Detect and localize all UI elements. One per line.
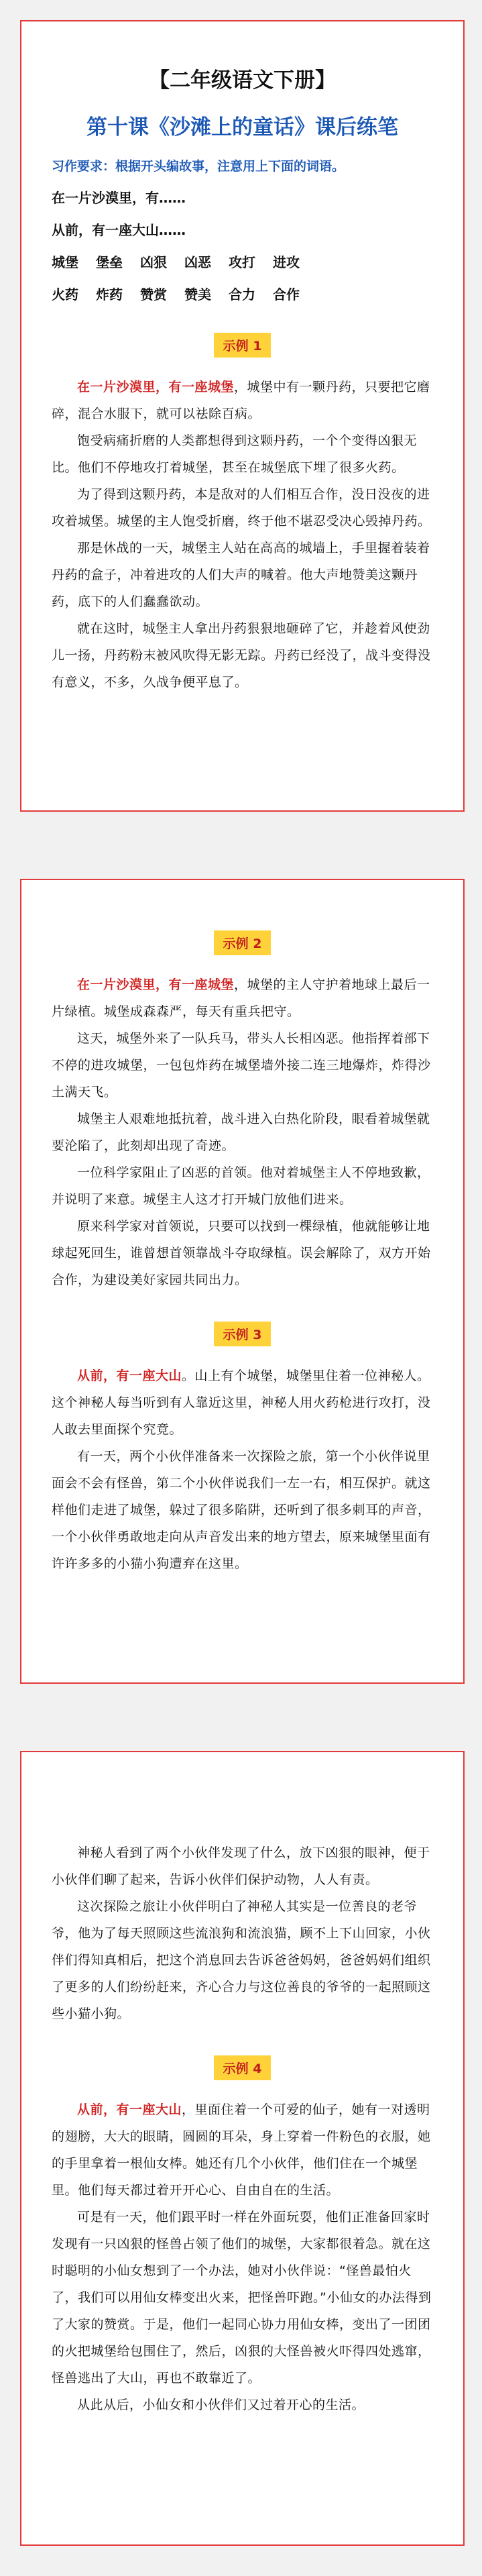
word: 进攻 [273, 254, 300, 270]
example-4-heading [52, 2055, 433, 2080]
example-label: 示例 2 [214, 930, 272, 955]
example-4-paragraph: 从此从后，小仙女和小伙伴们又过着开心的生活。 [77, 2398, 365, 2412]
word: 炸药 [96, 286, 123, 303]
story-opening: 在一片沙漠里，有一座城堡 [77, 977, 235, 992]
example-3-heading [52, 1322, 433, 1346]
word-list-row-2 [52, 284, 433, 305]
page-panel-2 [20, 879, 465, 1684]
example-3-paragraph: 有一天，两个小伙伴准备来一次探险之旅，第一个小伙伴说里面会不会有怪兽，第二个小伙伴说我们一左一右，相互保护。就这样他们走进了城堡，躲过了很多陷阱，还听到了很多刺耳的声音，一个小伙伴勇敢地走向从声音发出来的地方望去，原来城堡里面有许许多多的小猫小狗遭弃在这里。 [52, 1449, 431, 1571]
word: 合作 [273, 286, 300, 303]
example-2-paragraph: 一位科学家阻止了凶恶的首领。他对着城堡主人不停地致歉，并说明了来意。城堡主人这才打开城门放他们进来。 [52, 1165, 430, 1207]
page-panel-1 [20, 20, 465, 812]
example-label: 示例 1 [214, 333, 272, 358]
story-opening: 从前，有一座大山 [77, 2102, 182, 2117]
word: 攻打 [229, 254, 255, 270]
word: 堡垒 [96, 254, 123, 270]
example-4-paragraph [52, 2096, 433, 2204]
example-3-paragraph: 神秘人看到了两个小伙伴发现了什么，放下凶狠的眼神，便于小伙伴们聊了起来，告诉小伙伴们保护动物，人人有责。 [52, 1845, 430, 1887]
example-1-paragraph: 为了得到这颗丹药，本是敌对的人们相互合作，没日没夜的进攻着城堡。城堡的主人饱受折磨，终于他不堪忍受决心毁掉丹药。 [52, 487, 431, 529]
word: 赞美 [184, 286, 211, 303]
book-title: 【二年级语文下册】 [149, 68, 336, 93]
story-opening: 从前，有一座大山 [77, 1368, 182, 1383]
example-2-paragraph [52, 971, 433, 1025]
paragraph-text: ，里面住着一个可爱的仙子，她有一对透明的翅膀，大大的眼睛，圆圆的耳朵，身上穿着一件粉色的衣服，她的手里拿着一根仙女棒。她还有几个小伙伴，他们住在一个城堡里。他们每天都过着开开心心、自由自在的生活。 [52, 2102, 431, 2198]
writing-requirement: 习作要求：根据开头编故事，注意用上下面的词语。 [52, 159, 345, 174]
word-list-row-1 [52, 252, 433, 272]
page-panel-3 [20, 1751, 465, 2546]
opening-line-2: 从前，有一座大山…… [52, 222, 186, 238]
paragraph-text: ，城堡中有一颗丹药，只要把它磨碎，混合水服下，就可以祛除百病。 [52, 380, 430, 421]
example-label: 示例 4 [214, 2055, 272, 2080]
example-label: 示例 3 [214, 1322, 272, 1346]
paragraph-text: 。山上有个城堡，城堡里住着一位神秘人。这个神秘人每当听到有人靠近这里，神秘人用火药枪进行攻打，没人敢去里面探个究竟。 [52, 1368, 431, 1437]
word: 城堡 [52, 254, 78, 270]
word: 赞赏 [140, 286, 167, 303]
word: 凶恶 [184, 254, 211, 270]
example-3-paragraph [52, 1362, 433, 1443]
opening-line-1: 在一片沙漠里，有…… [52, 190, 186, 206]
example-2-paragraph: 这天，城堡外来了一队兵马，带头人长相凶恶。他指挥着部下不停的进攻城堡，一包包炸药在城堡墙外接二连三地爆炸，炸得沙土满天飞。 [52, 1031, 431, 1099]
word: 火药 [52, 286, 78, 303]
example-1-paragraph: 就在这时，城堡主人拿出丹药狠狠地砸碎了它，并趁着风使劲儿一扬，丹药粉末被风吹得无影无踪。丹药已经没了，战斗变得没有意义，不多，久战争便平息了。 [52, 621, 431, 690]
lesson-title: 第十课《沙滩上的童话》课后练笔 [86, 115, 398, 140]
word: 合力 [229, 286, 255, 303]
example-4-paragraph: 可是有一天，他们跟平时一样在外面玩耍，他们正准备回家时发现有一只凶狠的怪兽占领了他们的城堡，大家都很着急。就在这时聪明的小仙女想到了一个办法，她对小伙伴说：“怪兽最怕火了，我们可以用仙女棒变出火来，把怪兽吓跑。”小仙女的办法得到了大家的赞赏。于是，他们一起同心协力用仙女棒，变出了一团团的火把城堡给包围住了，然后，凶狠的大怪兽被火吓得四处逃窜，怪兽逃出了大山，再也不敢靠近了。 [52, 2210, 432, 2385]
example-1-paragraph: 饱受病痛折磨的人类都想得到这颗丹药，一个个变得凶狠无比。他们不停地攻打着城堡，甚至在城堡底下埋了很多火药。 [52, 433, 418, 475]
example-2-heading [52, 930, 433, 955]
example-3-paragraph: 这次探险之旅让小伙伴明白了神秘人其实是一位善良的老爷爷，他为了每天照顾这些流浪狗和流浪猫，顾不上下山回家，小伙伴们得知真相后，把这个消息回去告诉爸爸妈妈，爸爸妈妈们组织了更多的人们纷纷赶来，齐心合力与这位善良的爷爷的一起照顾这些小猫小狗。 [52, 1899, 431, 2021]
example-2-paragraph: 城堡主人艰难地抵抗着，战斗进入白热化阶段，眼看着城堡就要沦陷了，此刻却出现了奇迹。 [52, 1112, 430, 1153]
word: 凶狠 [140, 254, 167, 270]
example-1-paragraph [52, 374, 433, 427]
example-2-paragraph: 原来科学家对首领说，只要可以找到一棵绿植，他就能够让地球起死回生，谁曾想首领靠战斗夺取绿植。误会解除了，双方开始合作，为建设美好家园共同出力。 [52, 1219, 431, 1287]
example-1-paragraph: 那是休战的一天，城堡主人站在高高的城墙上，手里握着装着丹药的盒子，冲着进攻的人们大声的喊着。他大声地赞美这颗丹药，底下的人们蠢蠢欲动。 [52, 541, 430, 609]
example-1-heading [52, 333, 433, 358]
story-opening: 在一片沙漠里，有一座城堡 [77, 380, 235, 394]
paragraph-text: ，城堡的主人守护着地球上最后一片绿植。城堡成森森严，每天有重兵把守。 [52, 977, 430, 1019]
